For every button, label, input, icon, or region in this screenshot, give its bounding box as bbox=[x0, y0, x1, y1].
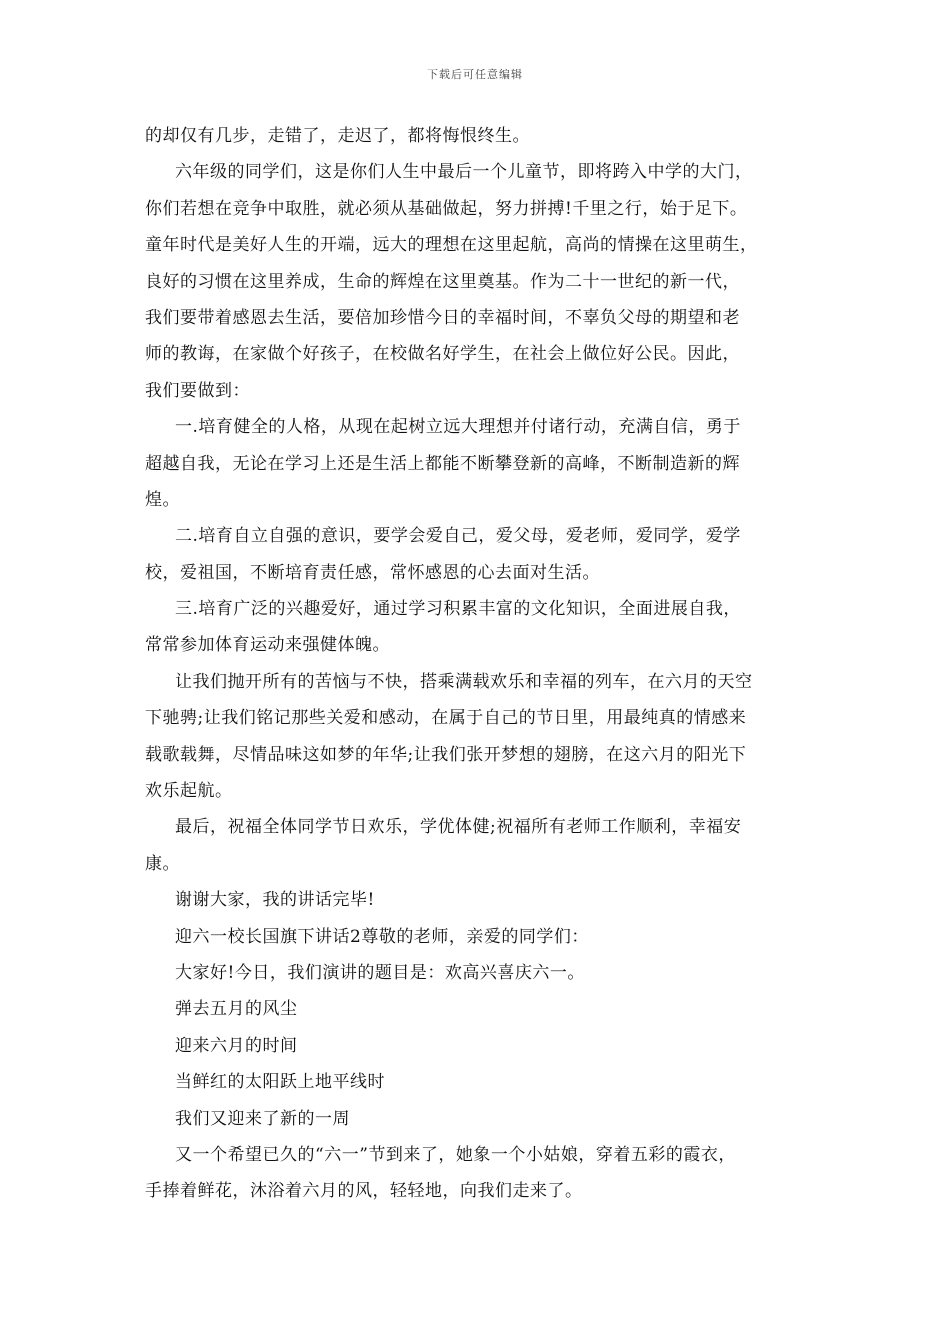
text-line: 煌。 bbox=[145, 489, 180, 510]
text-line: 当鲜红的太阳跃上地平线时 bbox=[175, 1072, 385, 1093]
text-line: 最后，祝福全体同学节日欢乐，学优体健;祝福所有老师工作顺利，幸福安 bbox=[175, 817, 742, 838]
text-line: 又一个希望已久的“六一”节到来了，她象一个小姑娘，穿着五彩的霞衣， bbox=[175, 1144, 736, 1165]
text-line: 六年级的同学们，这是你们人生中最后一个儿童节，即将跨入中学的大门， bbox=[175, 162, 753, 183]
text-line: 手捧着鲜花，沐浴着六月的风，轻轻地，向我们走来了。 bbox=[145, 1181, 583, 1202]
text-line: 让我们抛开所有的苦恼与不快，搭乘满载欢乐和幸福的列车，在六月的天空 bbox=[175, 671, 753, 692]
text-line: 师的教诲，在家做个好孩子，在校做名好学生，在社会上做位好公民。因此， bbox=[145, 344, 740, 365]
text-line: 的却仅有几步，走错了，走迟了，都将悔恨终生。 bbox=[145, 126, 530, 146]
text-line: 下驰骋;让我们铭记那些关爱和感动，在属于自己的节日里，用最纯真的情感来 bbox=[145, 708, 747, 729]
text-line: 我们又迎来了新的一周 bbox=[175, 1108, 350, 1129]
text-line: 校，爱祖国，不断培育责任感，常怀感恩的心去面对生活。 bbox=[145, 562, 600, 583]
text-line: 我们要带着感恩去生活，要倍加珍惜今日的幸福时间，不辜负父母的期望和老 bbox=[145, 307, 740, 328]
text-line: 良好的习惯在这里养成，生命的辉煌在这里奠基。作为二十一世纪的新一代， bbox=[145, 271, 740, 292]
text-line: 三.培育广泛的兴趣爱好，通过学习积累丰富的文化知识，全面进展自我， bbox=[175, 599, 741, 620]
text-line: 载歌载舞，尽情品味这如梦的年华;让我们张开梦想的翅膀，在这六月的阳光下 bbox=[145, 744, 747, 765]
text-line: 康。 bbox=[145, 853, 180, 874]
text-line: 谢谢大家，我的讲话完毕! bbox=[175, 890, 375, 911]
text-line: 你们若想在竞争中取胜，就必须从基础做起，努力拼搏!千里之行，始于足下。 bbox=[145, 198, 748, 219]
text-line: 一.培育健全的人格，从现在起树立远大理想并付诸行动，充满自信，勇于 bbox=[175, 417, 741, 438]
text-line: 童年时代是美好人生的开端，远大的理想在这里起航，高尚的情操在这里萌生， bbox=[145, 235, 758, 256]
text-line: 迎来六月的时间 bbox=[175, 1035, 298, 1056]
text-line: 欢乐起航。 bbox=[145, 781, 233, 802]
page-header: 下载后可任意编辑 bbox=[427, 68, 523, 81]
document-body bbox=[145, 118, 810, 1210]
text-line: 我们要做到： bbox=[145, 380, 250, 401]
text-line: 弹去五月的风尘 bbox=[175, 999, 298, 1020]
text-line: 迎六一校长国旗下讲话2尊敬的老师，亲爱的同学们： bbox=[175, 926, 589, 947]
text-line: 大家好!今日，我们演讲的题目是：欢高兴喜庆六一。 bbox=[175, 962, 585, 983]
text-line: 二.培育自立自强的意识，要学会爱自己，爱父母，爱老师，爱同学，爱学 bbox=[175, 526, 741, 547]
text-line: 超越自我，无论在学习上还是生活上都能不断攀登新的高峰，不断制造新的辉 bbox=[145, 453, 740, 474]
text-line: 常常参加体育运动来强健体魄。 bbox=[145, 635, 390, 656]
